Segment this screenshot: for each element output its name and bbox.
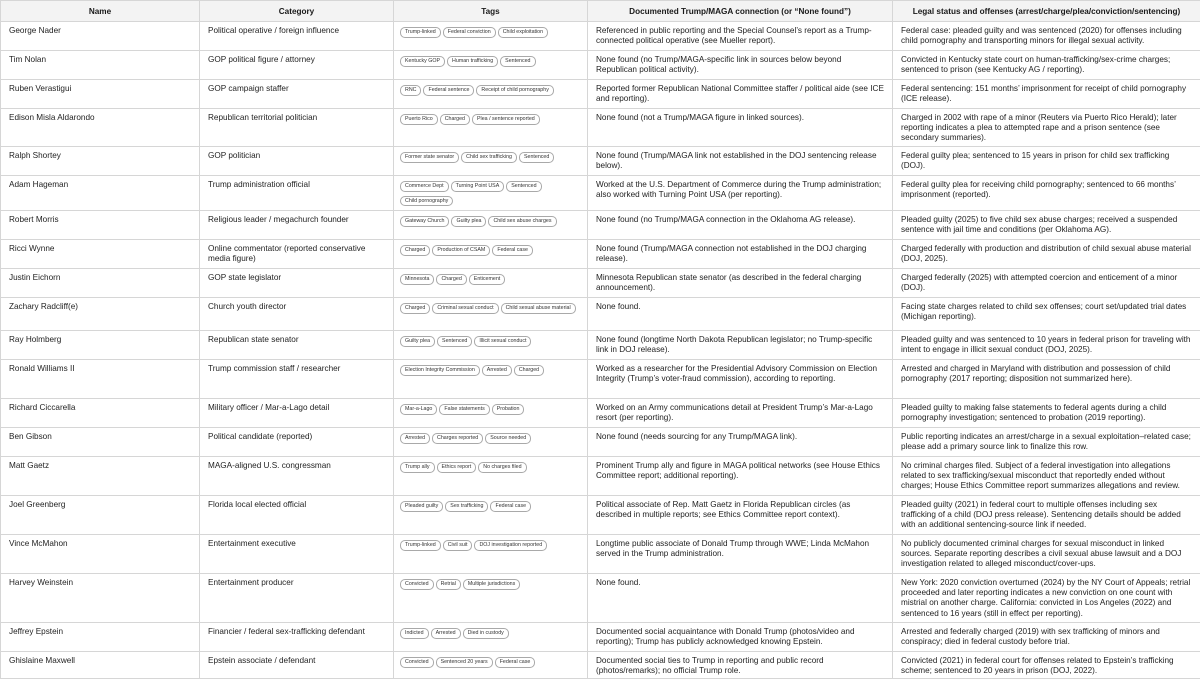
cell-tags <box>394 298 588 331</box>
tag-chip: Arrested <box>400 433 430 444</box>
tag-chip: Plea / sentence reported <box>472 114 540 125</box>
cell-connection: Documented social acquaintance with Donald Trump (photos/video and reporting); Trump has publicly acknowledged knowing Epstein. <box>588 623 893 652</box>
table-body <box>1 22 1200 679</box>
cell-legal-status: Federal case: pleaded guilty and was sentenced (2020) for offenses including child pornography and transporting minors for illegal sexual activity. <box>893 22 1200 51</box>
cell-legal-status: No publicly documented criminal charges for sexual misconduct in linked sources. Separate reporting describes a civil sexual abuse lawsuit and a DOJ investigation related to alleged misconduct/cover-ups. <box>893 535 1200 574</box>
tag-chip: Guilty plea <box>400 336 435 347</box>
tag-chip: Child sex abuse charges <box>488 216 556 227</box>
cell-connection: Reported former Republican National Committee staffer / political aide (see ICE and reporting). <box>588 80 893 109</box>
tag-chip: Puerto Rico <box>400 114 438 125</box>
table-row <box>1 147 1200 176</box>
table-row <box>1 331 1200 360</box>
cell-name: Ray Holmberg <box>1 331 200 360</box>
tag-chip: Multiple jurisdictions <box>463 579 520 590</box>
tag-chip: Federal sentence <box>423 85 474 96</box>
tag-chip: Trump ally <box>400 462 435 473</box>
cell-connection: Referenced in public reporting and the Special Counsel’s report as a Trump-connected political operative (see Mueller report). <box>588 22 893 51</box>
cell-category: GOP politician <box>200 147 394 176</box>
cell-tags <box>394 574 588 623</box>
tag-chip: Federal conviction <box>443 27 496 38</box>
tag-chip: Kentucky GOP <box>400 56 445 67</box>
cell-tags <box>394 428 588 457</box>
tag-chip: Arrested <box>431 628 461 639</box>
cell-legal-status: Federal sentencing: 151 months’ imprisonment for receipt of child pornography (ICE release). <box>893 80 1200 109</box>
cell-name: Matt Gaetz <box>1 457 200 496</box>
cell-tags <box>394 240 588 269</box>
tag-chip: Federal case <box>495 657 536 668</box>
cell-legal-status: Arrested and federally charged (2019) with sex trafficking of minors and conspiracy; died in federal custody before trial. <box>893 623 1200 652</box>
tag-chip: Convicted <box>400 579 434 590</box>
cell-tags <box>394 623 588 652</box>
table-row <box>1 399 1200 428</box>
table-row <box>1 535 1200 574</box>
tag-chip: Sentenced 20 years <box>436 657 493 668</box>
table-row <box>1 211 1200 240</box>
cell-category: GOP state legislator <box>200 269 394 298</box>
cell-tags <box>394 80 588 109</box>
cell-connection: Documented social ties to Trump in reporting and public record (photos/remarks); no official Trump role. <box>588 652 893 679</box>
cell-tags <box>394 399 588 428</box>
tag-chip: Charges reported <box>432 433 483 444</box>
cell-category: Epstein associate / defendant <box>200 652 394 679</box>
cell-name: Edison Misla Aldarondo <box>1 109 200 147</box>
table-row <box>1 51 1200 80</box>
cell-name: Adam Hageman <box>1 176 200 211</box>
tag-chip: Charged <box>400 245 430 256</box>
cell-legal-status: Charged in 2002 with rape of a minor (Reuters via Puerto Rico Herald); later reporting indicates a plea to attempted rape and a prison sentence (see secondary summaries). <box>893 109 1200 147</box>
tag-chip: Trump-linked <box>400 27 441 38</box>
cell-category: Republican state senator <box>200 331 394 360</box>
cell-tags <box>394 331 588 360</box>
tag-chip: Child pornography <box>400 196 453 207</box>
tag-chip: Source needed <box>485 433 531 444</box>
cell-tags <box>394 109 588 147</box>
tag-chip: Sentenced <box>437 336 472 347</box>
table-row <box>1 176 1200 211</box>
cell-connection: None found (no Trump/MAGA-specific link in sources below beyond Republican political activity). <box>588 51 893 80</box>
tag-chip: Charged <box>440 114 470 125</box>
cell-legal-status: Facing state charges related to child sex offenses; court set/updated trial dates (Michigan reporting). <box>893 298 1200 331</box>
tag-chip: Ethics report <box>437 462 477 473</box>
cell-connection: None found. <box>588 574 893 623</box>
table-row <box>1 428 1200 457</box>
cell-legal-status: Pleaded guilty to making false statements to federal agents during a child pornography investigation; sentenced to probation (2019 reporting). <box>893 399 1200 428</box>
tag-chip: No charges filed <box>478 462 526 473</box>
table-row <box>1 109 1200 147</box>
cell-category: GOP political figure / attorney <box>200 51 394 80</box>
column-header-connection: Documented Trump/MAGA connection (or “None found”) <box>588 1 893 22</box>
cell-name: Ricci Wynne <box>1 240 200 269</box>
cell-name: Robert Morris <box>1 211 200 240</box>
cell-category: Religious leader / megachurch founder <box>200 211 394 240</box>
cell-category: Entertainment executive <box>200 535 394 574</box>
cell-name: Tim Nolan <box>1 51 200 80</box>
cell-tags <box>394 457 588 496</box>
cell-name: Richard Ciccarella <box>1 399 200 428</box>
tag-chip: Turning Point USA <box>451 181 505 192</box>
cell-legal-status: Public reporting indicates an arrest/charge in a sexual exploitation–related case; please add a primary source link to finalize this row. <box>893 428 1200 457</box>
cell-category: GOP campaign staffer <box>200 80 394 109</box>
tag-chip: Child sexual abuse material <box>501 303 576 314</box>
table-row <box>1 22 1200 51</box>
cell-connection: Prominent Trump ally and figure in MAGA political networks (see House Ethics Committee report; additional reporting). <box>588 457 893 496</box>
table-row <box>1 496 1200 535</box>
cell-legal-status: Pleaded guilty (2025) to five child sex abuse charges; received a suspended sentence with jail time and conditions (per Oklahoma AG). <box>893 211 1200 240</box>
column-header-category: Category <box>200 1 394 22</box>
cell-connection: Worked as a researcher for the Presidential Advisory Commission on Election Integrity (Trump’s voter-fraud commission), according to reporting. <box>588 360 893 399</box>
cell-category: Church youth director <box>200 298 394 331</box>
cell-connection: None found (Trump/MAGA link not established in the DOJ sentencing release below). <box>588 147 893 176</box>
table-row <box>1 240 1200 269</box>
tag-chip: Illicit sexual conduct <box>474 336 531 347</box>
cell-name: Zachary Radcliff(e) <box>1 298 200 331</box>
cell-category: Financier / federal sex-trafficking defendant <box>200 623 394 652</box>
cell-name: Ghislaine Maxwell <box>1 652 200 679</box>
tag-chip: Election Integrity Commission <box>400 365 480 376</box>
cell-category: Military officer / Mar-a-Lago detail <box>200 399 394 428</box>
cell-name: Ben Gibson <box>1 428 200 457</box>
cell-legal-status: New York: 2020 conviction overturned (2024) by the NY Court of Appeals; retrial proceeded and later reporting indicates a new conviction on one count with mistrial on another charge. California: convicted in Los Angeles (2022) and sentenced to 16 years (still in effect per reporting). <box>893 574 1200 623</box>
cell-connection: Minnesota Republican state senator (as described in the federal charging announcement). <box>588 269 893 298</box>
cell-legal-status: Convicted in Kentucky state court on human-trafficking/sex-crime charges; sentenced to prison (see Kentucky AG / reporting). <box>893 51 1200 80</box>
tag-chip: Commerce Dept <box>400 181 449 192</box>
cell-connection: Worked at the U.S. Department of Commerce during the Trump administration; also worked with Turning Point USA (per reporting). <box>588 176 893 211</box>
cell-tags <box>394 211 588 240</box>
tag-chip: Convicted <box>400 657 434 668</box>
tag-chip: Pleaded guilty <box>400 501 443 512</box>
cell-connection: Worked on an Army communications detail at President Trump’s Mar-a-Lago resort (per reporting). <box>588 399 893 428</box>
cell-legal-status: Charged federally with production and distribution of child sexual abuse material (DOJ, 2025). <box>893 240 1200 269</box>
cell-tags <box>394 535 588 574</box>
table-row <box>1 298 1200 331</box>
cell-legal-status: Federal guilty plea; sentenced to 15 years in prison for child sex trafficking (DOJ). <box>893 147 1200 176</box>
cell-name: Ronald Williams II <box>1 360 200 399</box>
cell-legal-status: Arrested and charged in Maryland with distribution and possession of child pornography (2017 reporting; disposition not summarized here). <box>893 360 1200 399</box>
tag-chip: Federal case <box>490 501 531 512</box>
cell-tags <box>394 360 588 399</box>
header-row <box>1 1 1200 22</box>
cell-category: Entertainment producer <box>200 574 394 623</box>
cell-name: Joel Greenberg <box>1 496 200 535</box>
cell-category: Political operative / foreign influence <box>200 22 394 51</box>
tag-chip: Mar-a-Lago <box>400 404 437 415</box>
cell-legal-status: Convicted (2021) in federal court for offenses related to Epstein’s trafficking scheme; sentenced to 20 years in prison (DOJ, 2022). <box>893 652 1200 679</box>
cell-legal-status: Charged federally (2025) with attempted coercion and enticement of a minor (DOJ). <box>893 269 1200 298</box>
table-row <box>1 457 1200 496</box>
tag-chip: Criminal sexual conduct <box>432 303 498 314</box>
tag-chip: Human trafficking <box>447 56 498 67</box>
cell-connection: Longtime public associate of Donald Trump through WWE; Linda McMahon served in the Trump administration. <box>588 535 893 574</box>
column-header-legal-status: Legal status and offenses (arrest/charge/plea/conviction/sentencing) <box>893 1 1200 22</box>
tag-chip: Receipt of child pornography <box>476 85 553 96</box>
cell-connection: None found (no Trump/MAGA connection in the Oklahoma AG release). <box>588 211 893 240</box>
table-row <box>1 360 1200 399</box>
tag-chip: Sentenced <box>519 152 554 163</box>
cell-name: Justin Eichorn <box>1 269 200 298</box>
tag-chip: Civil suit <box>443 540 473 551</box>
cell-category: Trump administration official <box>200 176 394 211</box>
tag-chip: Child sex trafficking <box>461 152 517 163</box>
cell-name: Ralph Shortey <box>1 147 200 176</box>
cell-name: Harvey Weinstein <box>1 574 200 623</box>
tag-chip: Enticement <box>469 274 506 285</box>
cell-connection: None found. <box>588 298 893 331</box>
cell-legal-status: Pleaded guilty and was sentenced to 10 years in federal prison for traveling with intent to engage in illicit sexual conduct (DOJ, 2025). <box>893 331 1200 360</box>
tag-chip: Sentenced <box>500 56 535 67</box>
cell-connection: None found (longtime North Dakota Republican legislator; no Trump-specific link in DOJ release). <box>588 331 893 360</box>
table-row <box>1 269 1200 298</box>
tag-chip: Federal case <box>492 245 533 256</box>
cell-category: Trump commission staff / researcher <box>200 360 394 399</box>
cell-category: Online commentator (reported conservative media figure) <box>200 240 394 269</box>
column-header-tags: Tags <box>394 1 588 22</box>
cell-connection: None found (not a Trump/MAGA figure in linked sources). <box>588 109 893 147</box>
tag-chip: Child exploitation <box>498 27 548 38</box>
tag-chip: Production of CSAM <box>432 245 490 256</box>
cell-legal-status: No criminal charges filed. Subject of a federal investigation into allegations related to sex trafficking/sexual misconduct that reportedly ended without charges; House Ethics Committee report summarizes allegations and review. <box>893 457 1200 496</box>
tag-chip: Died in custody <box>463 628 509 639</box>
table-row <box>1 623 1200 652</box>
cell-tags <box>394 176 588 211</box>
cell-tags <box>394 51 588 80</box>
table-row <box>1 574 1200 623</box>
tag-chip: Probation <box>492 404 525 415</box>
cell-tags <box>394 147 588 176</box>
tag-chip: DOJ investigation reported <box>474 540 547 551</box>
tag-chip: Guilty plea <box>451 216 486 227</box>
tag-chip: Charged <box>436 274 466 285</box>
tag-chip: Trump-linked <box>400 540 441 551</box>
tag-chip: Gateway Church <box>400 216 449 227</box>
tag-chip: Sex trafficking <box>445 501 488 512</box>
cell-legal-status: Federal guilty plea for receiving child pornography; sentenced to 66 months’ imprisonment (reported). <box>893 176 1200 211</box>
table-row <box>1 80 1200 109</box>
cell-connection: None found (needs sourcing for any Trump/MAGA link). <box>588 428 893 457</box>
cell-name: Ruben Verastigui <box>1 80 200 109</box>
column-header-name: Name <box>1 1 200 22</box>
cell-category: Florida local elected official <box>200 496 394 535</box>
tag-chip: Retrial <box>436 579 461 590</box>
cell-tags <box>394 269 588 298</box>
cell-tags <box>394 496 588 535</box>
tag-chip: Charged <box>514 365 544 376</box>
cell-category: Republican territorial politician <box>200 109 394 147</box>
cell-name: Vince McMahon <box>1 535 200 574</box>
cell-connection: None found (Trump/MAGA connection not established in the DOJ charging release). <box>588 240 893 269</box>
tag-chip: False statements <box>439 404 489 415</box>
tag-chip: Sentenced <box>506 181 541 192</box>
cell-category: Political candidate (reported) <box>200 428 394 457</box>
cell-category: MAGA-aligned U.S. congressman <box>200 457 394 496</box>
table-row <box>1 652 1200 679</box>
cell-name: George Nader <box>1 22 200 51</box>
cell-tags <box>394 652 588 679</box>
tag-chip: Minnesota <box>400 274 434 285</box>
tag-chip: Indicted <box>400 628 429 639</box>
tag-chip: RNC <box>400 85 421 96</box>
tag-chip: Charged <box>400 303 430 314</box>
cell-legal-status: Pleaded guilty (2021) in federal court to multiple offenses including sex trafficking of a child (DOJ press release). Sentencing details should be added with an additional sentencing-source link if needed. <box>893 496 1200 535</box>
cell-name: Jeffrey Epstein <box>1 623 200 652</box>
table-header <box>1 1 1200 22</box>
cell-tags <box>394 22 588 51</box>
cell-connection: Political associate of Rep. Matt Gaetz in Florida Republican circles (as described in multiple reports; see Ethics Committee report context). <box>588 496 893 535</box>
tag-chip: Arrested <box>482 365 512 376</box>
tag-chip: Former state senator <box>400 152 459 163</box>
